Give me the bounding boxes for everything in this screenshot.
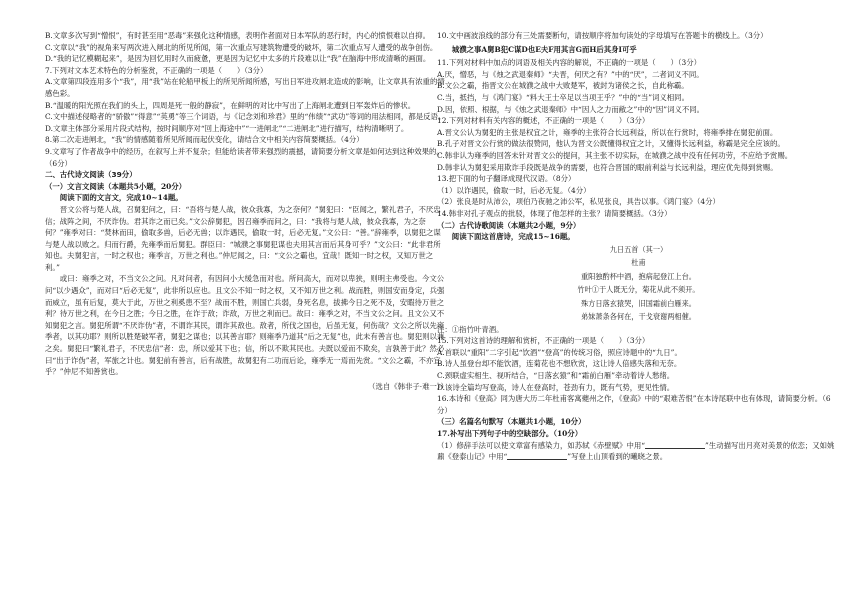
question-line: 15.下列对这首诗的理解和赏析，不正确的一项是（ ）（3分） bbox=[437, 336, 650, 346]
option-line: B.诗人虽登台却不能饮酒，连菊花也不想欣赏，这让诗人倍感失落和无奈。 bbox=[437, 359, 682, 369]
poem-line: 弟妹萧条各何在，干戈衰谢两相催。 bbox=[580, 312, 696, 322]
poem-line: 殊方日落玄猿哭，旧国霜前白雁来。 bbox=[580, 298, 696, 308]
blank-text: （1）修辞手法可以使文章富有感染力，如苏轼《赤壁赋》中用“ bbox=[437, 440, 646, 450]
option-line: B.孔子对晋文公行赏的做法很赞同，他认为晋文公既懂得权宜之计，又懂得长远利益，称霸是完全应该的。 bbox=[437, 139, 785, 149]
subsection-heading: （三）名篇名句默写（本题共1小题，10分） bbox=[437, 417, 586, 427]
question-line: 10.文中画波浪线的部分有三处需要断句，请按顺序将加句读处的字母填写在答题卡的横线上。（3分） bbox=[437, 31, 768, 40]
option-line: C.文中描述侵略者的“骄傲”“得意”“英勇”等三个词语，与《记念刘和珍君》里的“伟绩”“武功”等词的用法相同，都是反语。 bbox=[45, 112, 446, 122]
option-line: B.文公之霸，指晋文公在城濮之战中大败楚军，被封为诸侯之长，自此称霸。 bbox=[437, 81, 689, 91]
option-line: C.当，抵挡，与《鸿门宴》“料大王士卒足以当项王乎？”中的“当”词义相同。 bbox=[437, 92, 689, 102]
option-line: C.颈联虚实相生、视听结合，“日落玄猿”和“霜前白雁”牵动着诗人愁绪。 bbox=[437, 371, 675, 381]
question-line: 16.本诗和《登高》同为唐大历二年杜甫客寓夔州之作，《登高》中的“艰难苦恨”在本诗尾联中也有体现，请简要分析。（6分） bbox=[437, 394, 831, 415]
poem-author: 杜甫 bbox=[631, 258, 646, 268]
question-line: 17.补写出下列句子中的空缺部分。（10分） bbox=[437, 429, 583, 439]
classical-text-para: 晋文公将与楚人战，召舅犯问之，曰：“吾将与楚人战，彼众我寡，为之奈何？”舅犯曰：“臣闻之，繁礼君子，不厌忠信；战阵之间，不厌诈伪。君其诈之而已矣。”文公辞舅犯，因召雍季而问之，曰：“我将与楚人战，彼众我寡，为之奈何？”雍季对曰：“焚林而田，偷取多兽，后必无兽；以诈遇民，偷取一时，后必无复。”文公曰：“善。”辞雍季，以舅犯之谋与楚人战以败之。归而行爵，先雍季而后舅犯。群臣曰：“城濮之事舅犯谋也夫用其言而后其身可乎？”文公曰：“此非君所知也。夫舅犯言，一时之权也；雍季言，万世之利也。”仲尼闻之，曰：“文公之霸也，宜哉！既知一时之权，又知万世之利。” bbox=[45, 204, 441, 272]
option-line: B.文章多次写到“憎恨”，有时甚至用“恶毒”来强化这种情感，表明作者面对日本军队的恶行时，内心的愤恨难以自抑。 bbox=[45, 31, 431, 40]
question-line: 13.把下面的句子翻译成现代汉语。（8分） bbox=[437, 174, 576, 184]
option-line: D.文章主体部分采用片段式结构，按时间顺序对“回上海途中”“一进闸北”“二进闸北”进行描写，结构清晰明了。 bbox=[45, 123, 409, 133]
question-line: （2）张良是时从沛公，项伯乃夜驰之沛公军，私见张良，具告以事。《鸿门宴》（4分） bbox=[437, 197, 720, 207]
question-line: 12.下列对材料有关内容的概述，不正确的一项是（ ）（3分） bbox=[437, 116, 650, 126]
option-line: A.首联以“重阳”二字引起“饮酒”“登高”的传统习俗，照应诗题中的“九日”。 bbox=[437, 347, 682, 357]
option-line: D.因，依照、根据，与《烛之武退秦师》中“因人之力而敝之”中的“因”词义不同。 bbox=[437, 104, 705, 114]
option-line: C.文章以“我”的视角来写两次进入闸北的所见所闻，第一次重点写建筑物遭受的破坏，第二次重点写人遭受的战争创伤。 bbox=[45, 42, 438, 52]
poem-block bbox=[437, 243, 840, 324]
fill-blank-question bbox=[437, 440, 840, 463]
question-line: 8.第二次走进闸北，“我”的情感随着所见所闻而起伏变化，请结合文中相关内容简要概括。（4分） bbox=[45, 135, 364, 145]
poem-title: 九日五首（其一） bbox=[609, 244, 668, 254]
option-line: A.厌，憎恶，与《烛之武退秦师》“夫晋，何厌之有？”中的“厌”，二者词义不同。 bbox=[437, 69, 704, 79]
option-line: B.“温暖的阳光照在我们的头上，四周是死一般的静寂”，在鲜明的对比中写出了上海闸北遭到日军轰炸后的惨状。 bbox=[45, 100, 416, 110]
question-line: （1）以诈遇民，偷取一时，后必无复。（4分） bbox=[437, 185, 591, 195]
reading-instruction: 阅读下面这首唐诗，完成15~16题。 bbox=[451, 232, 575, 242]
question-line: 14.韩非对孔子观点的批驳，体现了他怎样的主张？请简要概括。（3分） bbox=[437, 208, 672, 218]
option-line: D.该诗全篇均写登高，诗人在登高时，苍劲有力，既有气势，更见性情。 bbox=[437, 382, 675, 392]
option-line: D.韩非认为舅犯采用欺诈手段既是战争的需要，也符合晋国的眼前利益与长远利益，理应优先得到赏赐。 bbox=[437, 162, 778, 172]
reading-instruction: 阅读下面的文言文，完成10~14题。 bbox=[59, 193, 183, 203]
left-column bbox=[45, 30, 448, 392]
subsection-heading: （一）文言文阅读（本题共5小题，20分） bbox=[45, 181, 187, 191]
classical-text-para: 或曰：雍季之对，不当文公之问。凡对问者，有因问小大缓急而对也。所问高大，而对以卑狭，则明主弗受也。今文公问“以少遇众”，而对曰“后必无复”，此非所以应也。且文公不知一时之权，又不知万世之利。战而胜，则国安而身定，兵强而威立，虽有后复，莫大于此，万世之利奚患不至？战而不胜，则国亡兵弱，身死名息，拔拂今日之死不及，安暇待万世之利？待万世之利，在今日之胜；今日之胜，在诈于敌；诈敌，万世之利而已。故曰：雍季之对，不当文公之问。且文公又不知舅犯之言。舅犯所谓“不厌诈伪”者，不谓诈其民，谓诈其敌也。敌者，所伐之国也，后虽无复，何伤哉？文公之所以先雍季者，以其功耶？则所以胜楚破军者，舅犯之谋也；以其善言耶？则雍季乃道其“后之无复”也，此未有善言也。舅犯则以兼之矣。舅犯曰“繁礼君子，不厌忠信”者：忠，所以爱其下也；信，所以不欺其民也。夫既以爱而不欺矣，言孰善于此？然必曰“出于诈伪”者，军旅之计也。舅犯前有善言，后有战胜，故舅犯有二功而后论，雍季无一焉而先赏。“文公之霸，不亦宜乎？”仲尼不知善赏也。 bbox=[45, 274, 445, 377]
right-column bbox=[437, 30, 840, 463]
blank-text: ”生动描写出月亮对美景的依恋；又如姚鼐《登泰山记》中用“ bbox=[437, 440, 835, 462]
blank-text: ”写登上山顶看到的曦晓之景。 bbox=[567, 452, 668, 462]
subsection-heading: （二）古代诗歌阅读（本题共2小题，9分） bbox=[437, 220, 581, 230]
question-line: 11.下列对材料中加点的词语及相关内容的解说，不正确的一项是（ ）（3分） bbox=[437, 58, 702, 68]
poem-line: 竹叶①于人既无分，菊花从此不须开。 bbox=[577, 285, 700, 295]
option-line: D.“我的记忆模糊起来”，是因为回忆用时久而疲惫，更是因为记忆中太多的片段难以让“我”在脑海中形成清晰的画面。 bbox=[45, 54, 431, 64]
option-line: C.韩非认为雍季的回答未针对晋文公的提问，其主张不切实际，在城濮之战中没有任何功劳，不应给予赏赐。 bbox=[437, 150, 793, 160]
answer-blank[interactable] bbox=[645, 440, 705, 449]
question-line: 7.下列对文本艺术特色的分析鉴赏，不正确的一项是（ ）（3分） bbox=[45, 65, 268, 75]
source-citation: （选自《韩非子·难一》） bbox=[368, 381, 448, 391]
section-heading: 二、古代诗文阅读（39分） bbox=[45, 170, 137, 180]
answer-blank[interactable] bbox=[507, 451, 567, 460]
poem-line: 重阳独酌杯中酒，抱病起登江上台。 bbox=[580, 271, 696, 281]
wavy-sentence: 城濮之事A舅B犯C谋D也E夫F用其言G而H后其身I可乎 bbox=[451, 44, 637, 54]
question-line: 9.文章写了作者战争中的经历，在叙写上并不复杂；但能给读者带来强烈的震撼，请简要分析文章是如何达到这种效果的。（6分） bbox=[45, 146, 444, 168]
option-line: A.文章第四段连用多个“我”，用“我”站在轮船甲板上的所见所闻所感，写出日军进攻闸北造成的影响，让文章具有浓重的情感色彩。 bbox=[45, 77, 445, 98]
poem-note: 注：①指竹叶青酒。 bbox=[437, 324, 504, 334]
option-line: A.晋文公认为舅犯的主张是权宜之计，雍季的主张符合长远利益，所以在行赏时，将雍季排在舅犯前面。 bbox=[437, 127, 778, 137]
